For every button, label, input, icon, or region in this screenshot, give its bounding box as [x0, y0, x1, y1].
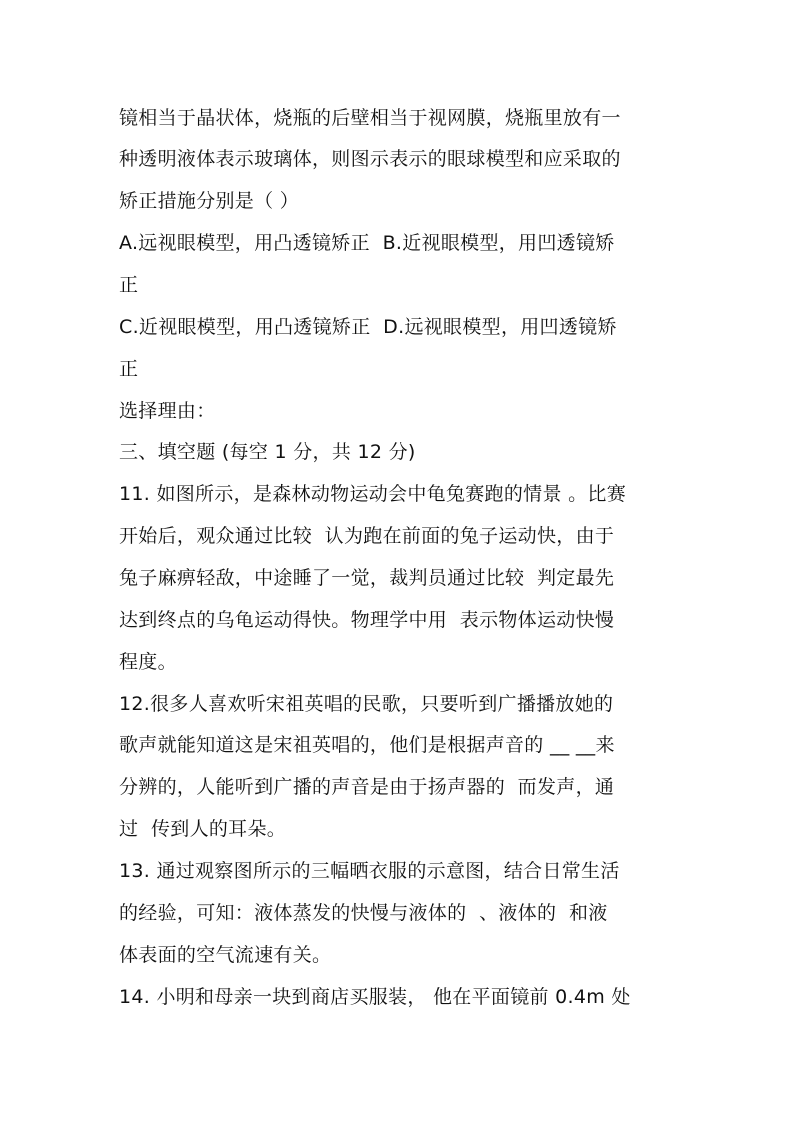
text-line: 分辨的，人能听到广播的声音是由于扬声器的 而发声，通: [119, 776, 615, 798]
text-line: 体表面的空气流速有关。: [119, 944, 332, 966]
option-line: A.远视眼模型，用凸透镜矫正 B.近视眼模型，用凹透镜矫: [119, 232, 615, 254]
question-12-line: 12.很多人喜欢听宋祖英唱的民歌，只要听到广播播放她的: [119, 693, 614, 715]
question-13-line: 13. 通过观察图所示的三幅晒衣服的示意图，结合日常生活: [119, 860, 620, 882]
option-line: C.近视眼模型，用凸透镜矫正 D.远视眼模型，用凹透镜矫: [119, 316, 617, 338]
section-heading: 三、填空题 (每空 1 分，共 12 分): [119, 441, 416, 463]
question-11-line: 11. 如图所示，是森林动物运动会中龟兔赛跑的情景 。比赛: [119, 483, 626, 505]
text-line: 矫正措施分别是（ ）: [119, 190, 300, 212]
text-line: 选择理由：: [119, 400, 216, 422]
text-line: 镜相当于晶状体，烧瓶的后壁相当于视网膜，烧瓶里放有一: [119, 107, 621, 129]
text-line: 达到终点的乌龟运动得快。物理学中用 表示物体运动快慢: [119, 609, 615, 631]
text-line: 的经验，可知：液体蒸发的快慢与液体的 、液体的 和液: [119, 902, 608, 924]
text-line: 过 传到人的耳朵。: [119, 818, 287, 840]
text-line: 种透明液体表示玻璃体，则图示表示的眼球模型和应采取的: [119, 148, 621, 170]
text-line: 程度。: [119, 651, 177, 673]
text-line: 正: [119, 274, 139, 296]
text-line: 歌声就能知道这是宋祖英唱的，他们是根据声音的 __ __来: [119, 734, 615, 756]
text-line: 开始后，观众通过比较 认为跑在前面的兔子运动快，由于: [119, 525, 615, 547]
question-14-line: 14. 小明和母亲一块到商店买服装， 他在平面镜前 0.4m 处: [119, 986, 631, 1008]
text-line: 正: [119, 358, 139, 380]
text-line: 兔子麻痹轻敌，中途睡了一觉，裁判员通过比较 判定最先: [119, 567, 615, 589]
